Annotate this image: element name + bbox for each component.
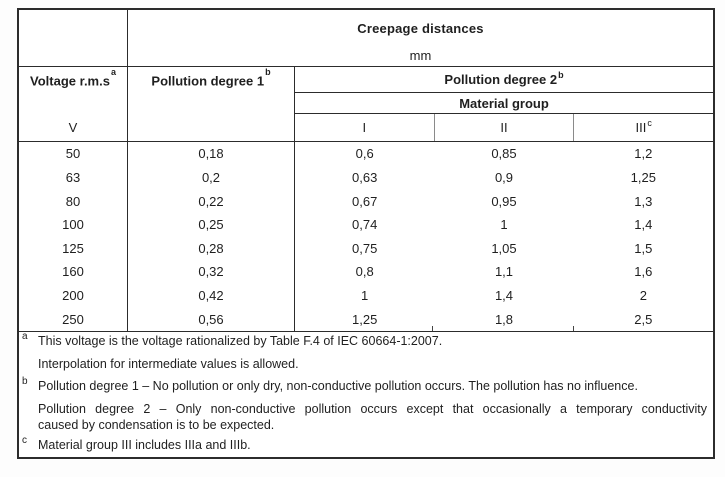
mg2-value: 1,05 [491, 240, 517, 256]
mg3-value: 2 [639, 288, 647, 304]
pollution-degree-2-header-group [295, 67, 713, 141]
material-group-label-text: Material group [459, 95, 549, 111]
mg2-value: 1,1 [494, 264, 514, 280]
mg2-value: 1,8 [494, 311, 514, 327]
pd1-value: 0,18 [128, 142, 295, 166]
mg1-value: 0,67 [352, 193, 378, 209]
footnote-a-marker: a [22, 331, 28, 342]
material-group-subheaders [295, 114, 713, 141]
mg2-value: 1,4 [494, 288, 514, 304]
pd2-label-text: Pollution degree 2 [444, 72, 558, 87]
footnote-ref-b: b [265, 67, 271, 77]
table-unit: mm [409, 48, 432, 63]
mg1-value: 0,74 [352, 217, 378, 233]
mg1-value: 0,6 [355, 146, 374, 162]
voltage-value: 50 [19, 142, 128, 166]
footnote-b [21, 378, 707, 433]
pd1-value: 0,56 [128, 307, 295, 331]
table-data-body [19, 142, 713, 332]
mg3-value: 1,25 [630, 169, 656, 185]
table-footnotes [19, 332, 713, 457]
column-divider-tick [573, 326, 574, 331]
mg3-value: 1,2 [634, 146, 653, 162]
mg1-value: 0,63 [352, 169, 378, 185]
voltage-value: 200 [19, 284, 128, 308]
table-header-columns-row [19, 67, 713, 142]
footnote-ref-b: b [558, 69, 564, 80]
mg2-value: 0,9 [494, 169, 514, 185]
mg2-value: 0,95 [491, 193, 517, 209]
voltage-value: 250 [19, 307, 128, 331]
empty-corner-cell [19, 10, 128, 66]
table-row [19, 237, 713, 261]
pd1-value: 0,28 [128, 237, 295, 261]
footnote-a-line2: Interpolation for intermediate values is allowed. [38, 357, 299, 371]
mg3-value: 1,5 [634, 240, 653, 256]
voltage-value: 80 [19, 189, 128, 213]
column-divider-tick [432, 326, 433, 331]
table-row [19, 260, 713, 284]
footnote-a [21, 333, 707, 373]
material-group-col-1-header: I [362, 120, 367, 135]
mg-col-3-text: III [635, 120, 647, 135]
table-title: Creepage distances [357, 21, 484, 36]
pollution-degree-2-header [295, 67, 713, 93]
footnote-b-paragraph2 [38, 401, 707, 433]
pd1-value: 0,42 [128, 284, 295, 308]
pd1-value: 0,25 [128, 213, 295, 237]
footnote-ref-a: a [110, 67, 116, 77]
voltage-column-header [19, 67, 128, 141]
footnote-b-para2-line2: caused by condensation is to be expected. [38, 418, 275, 432]
pollution-degree-1-header [128, 67, 295, 141]
table-row [19, 307, 713, 331]
footnote-b-line1: Pollution degree 1 – No pollution or only dry, non-conductive pollution occurs. The pollution has no influence. [38, 379, 638, 393]
pd1-value: 0,32 [128, 260, 295, 284]
table-row [19, 142, 713, 166]
mg3-value: 1,6 [634, 264, 653, 280]
material-group-header [295, 93, 713, 114]
footnote-b-marker: b [22, 376, 28, 387]
creepage-distances-table [17, 8, 715, 459]
footnote-c-marker: c [22, 435, 27, 446]
pd1-value: 0,2 [128, 166, 295, 190]
mg1-value: 1 [361, 288, 369, 304]
voltage-unit: V [68, 120, 78, 135]
mg3-value: 1,4 [634, 217, 653, 233]
material-group-col-2-header: II [434, 114, 575, 141]
table-row [19, 213, 713, 237]
table-row [19, 284, 713, 308]
voltage-value: 63 [19, 166, 128, 190]
material-group-col-3-header [574, 114, 713, 141]
mg1-value: 1,25 [352, 311, 378, 327]
voltage-value: 160 [19, 260, 128, 284]
voltage-label [30, 67, 116, 89]
pd1-label-text: Pollution degree 1 [151, 73, 265, 89]
table-row [19, 189, 713, 213]
mg1-value: 0,75 [352, 240, 378, 256]
table-row [19, 166, 713, 190]
mg2-value: 1 [500, 217, 508, 233]
voltage-value: 100 [19, 213, 128, 237]
mg3-value: 2,5 [634, 311, 653, 327]
footnote-a-line1: This voltage is the voltage rationalized by Table F.4 of IEC 60664-1:2007. [38, 334, 443, 348]
mg2-value: 0,85 [491, 146, 517, 162]
pd1-value: 0,22 [128, 189, 295, 213]
mg1-value: 0,8 [355, 264, 374, 280]
voltage-label-text: Voltage r.m.s [30, 73, 110, 89]
table-header-top-row [19, 10, 713, 67]
creepage-distances-header-cell [128, 10, 713, 66]
mg3-value: 1,3 [634, 193, 653, 209]
voltage-value: 125 [19, 237, 128, 261]
footnote-c-line1: Material group III includes IIIa and IIIb. [38, 438, 251, 452]
footnote-c [21, 437, 707, 454]
footnote-b-para2-line1: Pollution degree 2 – Only non-conductive pollution occurs except that occasionally a temporary conductivity [38, 402, 707, 416]
footnote-ref-c: c [647, 117, 652, 128]
